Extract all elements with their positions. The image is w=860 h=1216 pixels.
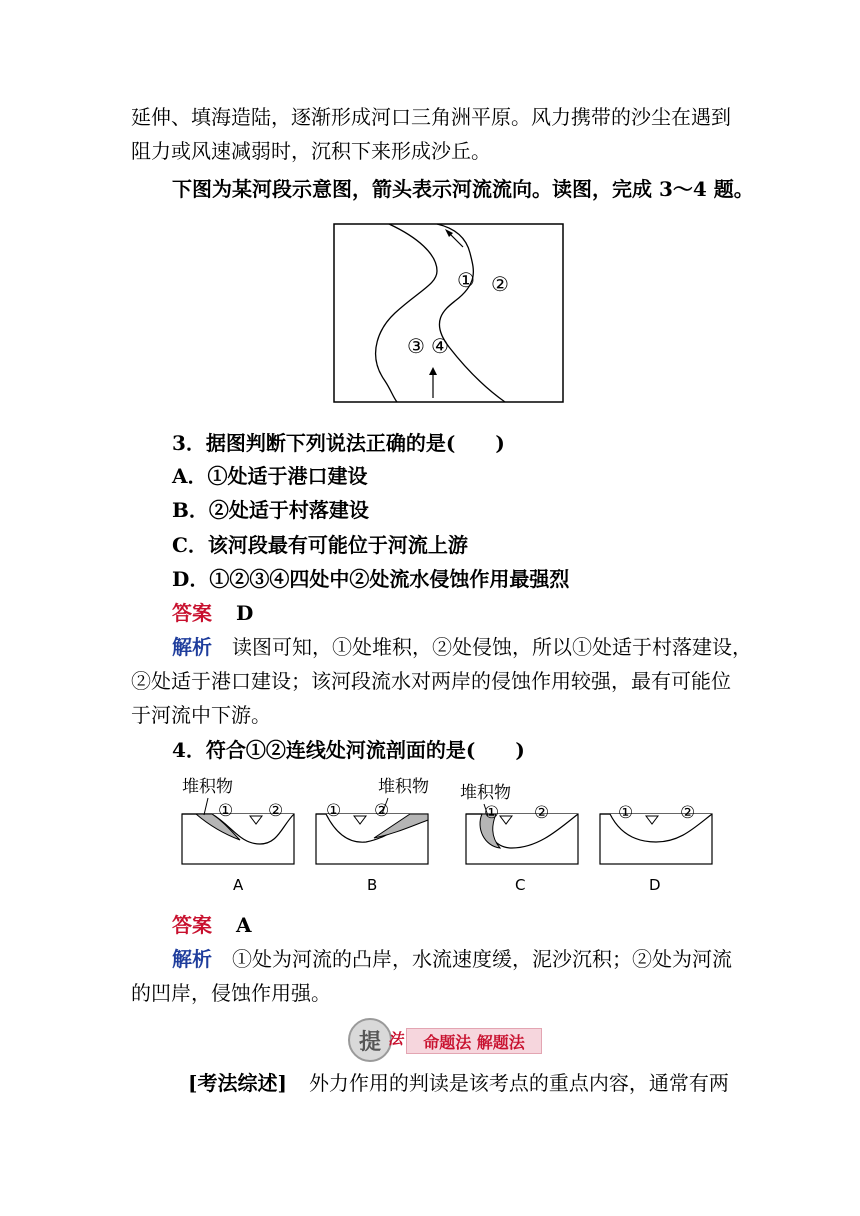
river-profile-figure (178, 770, 724, 900)
intro-line-1: 延伸、填海造陆，逐渐形成河口三角洲平原。风力携带的沙尘在遇到 (131, 105, 731, 129)
badge-text: 命题法 解题法 (423, 1032, 525, 1052)
answer-label: 答案 (172, 913, 212, 937)
badge-icon-small: 法 (388, 1030, 404, 1048)
badge-icon-char: 提 (358, 1029, 381, 1055)
deposit-label-c: 堆积物 (460, 783, 511, 803)
q4-explain-2: 的凹岸，侵蚀作用强。 (131, 981, 331, 1005)
badge-icon (348, 1018, 392, 1062)
p2-label-a: ② (268, 801, 284, 821)
q3-explain-row-1 (172, 634, 752, 660)
intro-line-3: 下图为某河段示意图，箭头表示河流流向。读图，完成 3～4 题。 (172, 177, 754, 201)
badge-bar (406, 1028, 542, 1054)
profile-panel-a (182, 777, 294, 894)
option-label-d: D (649, 876, 661, 894)
profile-panel-d (600, 803, 712, 894)
q3-answer: D (236, 601, 254, 625)
summary-label: [考法综述] (188, 1071, 287, 1095)
answer-label: 答案 (172, 601, 212, 625)
q3-explain-1: 读图可知，①处堆积，②处侵蚀，所以①处适于村落建设， (232, 635, 752, 659)
p1-label-c: ① (484, 803, 500, 823)
map-label-2: ② (491, 272, 509, 296)
q3-answer-row (172, 600, 253, 626)
option-label-b: B (367, 876, 378, 894)
q4-explain-row-1 (172, 946, 732, 972)
q3-option-a: A．①处适于港口建设 (172, 464, 368, 488)
map-label-3: ③ (407, 334, 425, 358)
intro-line-2: 阻力或风速减弱时，沉积下来形成沙丘。 (131, 139, 491, 163)
explain-label: 解析 (172, 947, 212, 971)
map-label-4: ④ (431, 334, 449, 358)
section-badge (344, 1018, 544, 1060)
q4-answer: A (236, 913, 252, 937)
p1-label-b: ① (326, 801, 342, 821)
p2-label-b: ② (374, 801, 390, 821)
p1-label-a: ① (218, 801, 234, 821)
q3-explain-3: 于河流中下游。 (131, 703, 271, 727)
q3-option-b: B．②处适于村落建设 (172, 498, 369, 522)
profile-panel-b (316, 777, 429, 894)
deposit-label-b: 堆积物 (378, 777, 429, 797)
p2-label-d: ② (680, 803, 696, 823)
river-map-figure (333, 223, 565, 404)
deposit-label-a: 堆积物 (182, 777, 233, 797)
explain-label: 解析 (172, 635, 212, 659)
q3-explain-2: ②处适于港口建设；该河段流水对两岸的侵蚀作用较强，最有可能位 (131, 669, 731, 693)
map-label-1: ① (457, 268, 475, 292)
p1-label-d: ① (618, 803, 634, 823)
q4-answer-row (172, 912, 252, 938)
q3-stem: 3．据图判断下列说法正确的是( ) (172, 431, 505, 455)
option-label-c: C (515, 876, 526, 894)
q4-explain-1: ①处为河流的凸岸，水流速度缓，泥沙沉积；②处为河流 (232, 947, 732, 971)
p2-label-c: ② (534, 803, 550, 823)
profile-panel-c (460, 783, 578, 894)
q4-stem: 4．符合①②连线处河流剖面的是( ) (172, 738, 525, 762)
option-label-a: A (233, 876, 244, 894)
q3-option-c: C．该河段最有可能位于河流上游 (172, 533, 468, 557)
q3-option-d: D．①②③④四处中②处流水侵蚀作用最强烈 (172, 567, 570, 591)
summary-row (188, 1070, 729, 1096)
summary-text: 外力作用的判读是该考点的重点内容，通常有两 (308, 1071, 729, 1095)
